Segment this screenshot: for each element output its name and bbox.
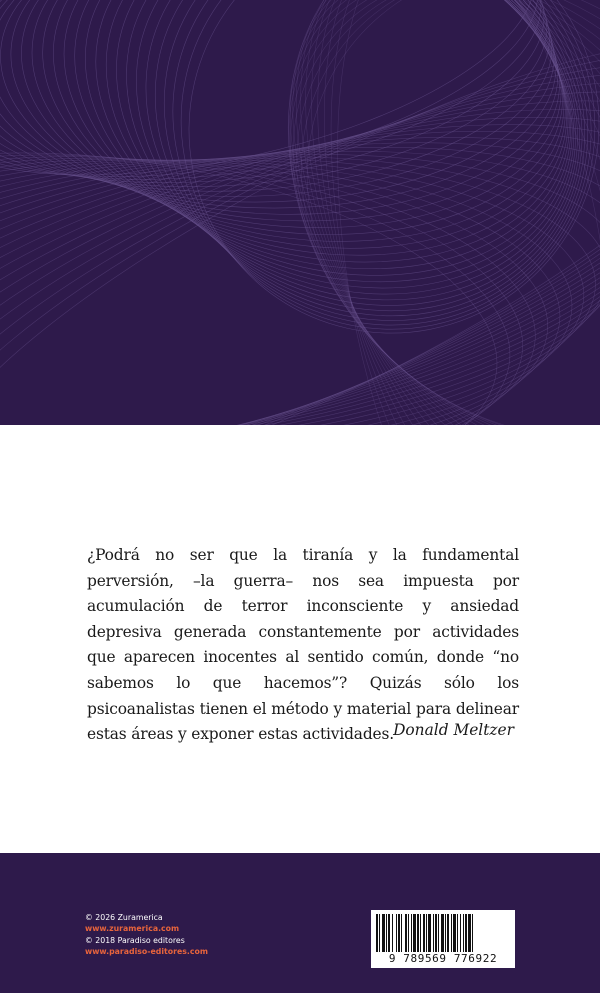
- copyright-paradiso: © 2018 Paradiso editores: [85, 935, 185, 945]
- cover-pattern-panel: [0, 0, 600, 425]
- blurb-quote: ¿Podrá no ser que la tiranía y la fundamental perversión, –la guerra– nos sea impuesta por acumulación de terror inconsciente y ansiedad depresiva generada constantemente por actividades que aparecen inocentes al sentido común, donde “no sabemos lo que hacemos”? Quizás sólo los psicoanalistas tienen el método y material para delinear estas áreas y exponer estas actividades.: [87, 546, 519, 744]
- isbn-barcode: [371, 910, 515, 968]
- publisher-credits: [85, 912, 208, 957]
- paradiso-link[interactable]: www.paradiso-editores.com: [85, 946, 208, 956]
- publisher-footer: [0, 853, 600, 993]
- isbn-digits: 9 789569 776922: [388, 952, 498, 965]
- back-cover-text-area: [0, 425, 600, 853]
- barcode-bars-graphic: [376, 914, 510, 952]
- spirograph-pattern-graphic: [0, 0, 600, 425]
- zuramerica-link[interactable]: www.zuramerica.com: [85, 924, 180, 934]
- quote-author: Donald Meltzer: [393, 721, 514, 739]
- copyright-zuramerica: © 2026 Zuramerica: [85, 913, 163, 922]
